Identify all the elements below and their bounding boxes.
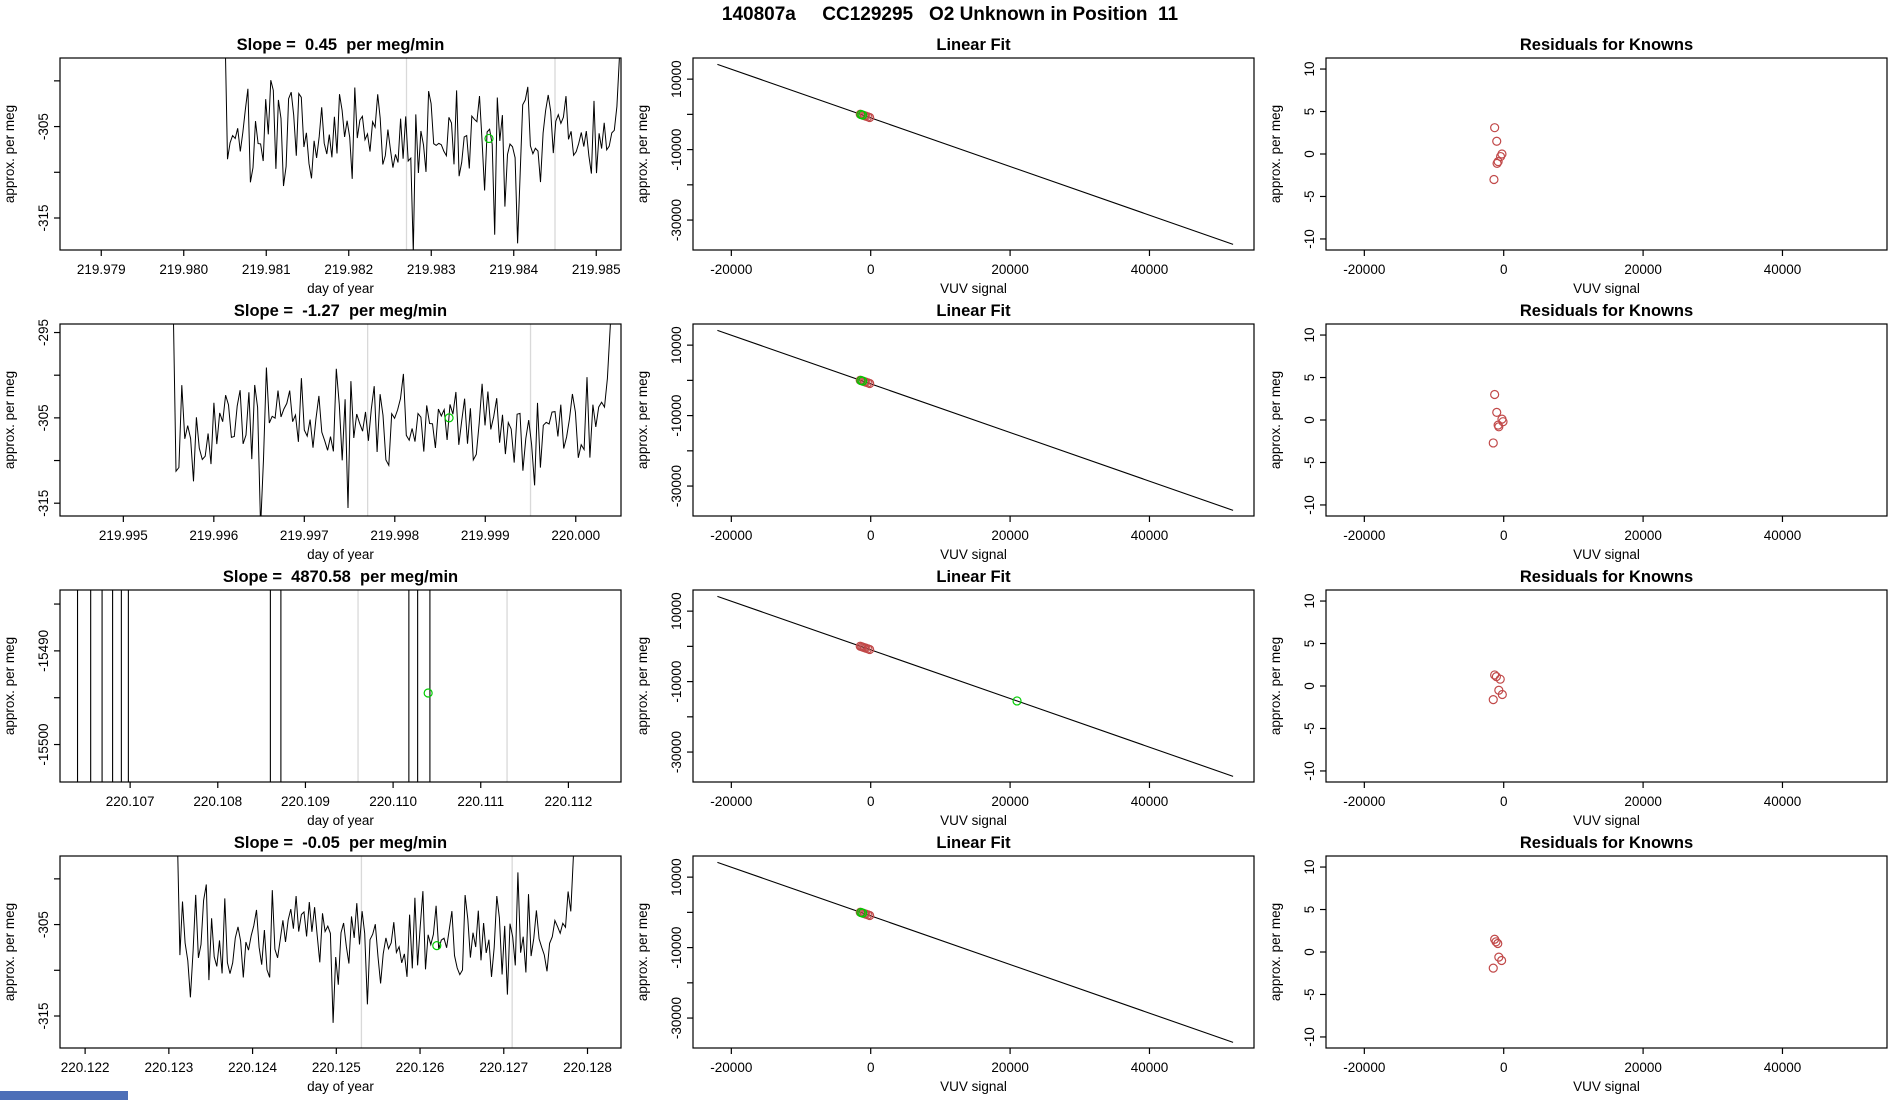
x-axis-label: day of year <box>307 1079 374 1094</box>
x-tick-label: 220.127 <box>479 1060 529 1075</box>
x-tick-label: -20000 <box>1343 1060 1386 1075</box>
y-tick-label: -5 <box>1302 456 1317 469</box>
plot-svg <box>1266 34 1899 300</box>
y-tick-label: -5 <box>1302 722 1317 735</box>
y-axis-label: approx. per meg <box>635 104 650 204</box>
chart-r2-linear-fit <box>633 300 1266 566</box>
known-point <box>1493 408 1501 416</box>
y-tick-label: 0 <box>1302 682 1317 690</box>
plot-svg <box>0 300 633 566</box>
y-axis-label: approx. per meg <box>1268 902 1283 1002</box>
x-tick-label: 220.108 <box>193 794 243 809</box>
plot-box <box>1326 590 1887 782</box>
x-tick-label: 219.982 <box>324 262 374 277</box>
x-tick-label: -20000 <box>710 262 753 277</box>
y-axis-label: approx. per meg <box>1268 370 1283 470</box>
plot-box <box>1326 856 1887 1048</box>
data-layer <box>1489 391 1507 447</box>
plot-svg <box>633 34 1266 300</box>
y-tick-label: -305 <box>36 404 51 432</box>
page-title: 140807a CC129295 O2 Unknown in Position 11 <box>721 4 1179 25</box>
x-axis-label: VUV signal <box>1573 1079 1640 1094</box>
fit-line <box>717 596 1233 776</box>
x-tick-label: 219.995 <box>98 528 148 543</box>
x-tick-label: 0 <box>1499 528 1508 543</box>
x-tick-label: 40000 <box>1130 528 1169 543</box>
x-tick-label: -20000 <box>710 1060 753 1075</box>
y-tick-label: -315 <box>36 489 51 517</box>
plots-grid <box>0 34 1900 1098</box>
x-tick-label: 220.111 <box>457 794 505 809</box>
y-tick-label: -15500 <box>36 723 51 766</box>
x-tick-label: 0 <box>1499 1060 1508 1075</box>
y-axis-label: approx. per meg <box>1268 104 1283 204</box>
x-axis-label: day of year <box>307 281 374 296</box>
y-tick-label: -5 <box>1302 988 1317 1001</box>
x-tick-label: -20000 <box>1343 528 1386 543</box>
data-layer <box>717 330 1233 510</box>
y-axis-label: approx. per meg <box>2 902 17 1002</box>
x-axis-label: VUV signal <box>940 813 1007 828</box>
x-tick-label: 220.110 <box>369 794 417 809</box>
known-point <box>1493 137 1501 145</box>
y-tick-label: 10000 <box>669 326 684 364</box>
y-tick-label: 5 <box>1302 373 1317 382</box>
x-tick-label: 20000 <box>991 262 1029 277</box>
known-point <box>1491 124 1499 132</box>
x-tick-label: 20000 <box>991 794 1029 809</box>
y-tick-label: 10000 <box>669 858 684 896</box>
x-tick-label: 220.123 <box>144 1060 194 1075</box>
y-axis-label: approx. per meg <box>635 636 650 736</box>
chart-r1-timeseries <box>0 34 633 300</box>
y-tick-label: -5 <box>1302 190 1317 203</box>
data-layer <box>717 862 1233 1042</box>
y-tick-label: 5 <box>1302 905 1317 914</box>
y-tick-label: -10 <box>1302 229 1317 249</box>
unknown-point <box>424 689 432 697</box>
y-tick-label: -10 <box>1302 761 1317 781</box>
y-tick-label: 0 <box>1302 150 1317 158</box>
plot-svg <box>0 832 633 1098</box>
x-tick-label: 20000 <box>1624 528 1662 543</box>
data-layer <box>717 64 1233 244</box>
timeseries-line <box>177 832 575 1023</box>
known-point <box>1489 696 1497 704</box>
x-tick-label: 40000 <box>1763 262 1802 277</box>
chart-r3-timeseries <box>0 566 633 832</box>
chart-title: Residuals for Knowns <box>1519 302 1694 320</box>
y-axis-label: approx. per meg <box>2 104 17 204</box>
x-axis-label: VUV signal <box>1573 281 1640 296</box>
y-tick-label: 10 <box>1302 593 1317 609</box>
chart-r4-linear-fit <box>633 832 1266 1098</box>
plot-svg <box>1266 566 1899 832</box>
data-layer <box>717 596 1233 776</box>
y-tick-label: -315 <box>36 204 51 232</box>
fit-line <box>717 64 1233 244</box>
y-tick-label: 10 <box>1302 61 1317 77</box>
chart-title: Linear Fit <box>936 834 1011 852</box>
x-tick-label: 219.980 <box>159 262 209 277</box>
y-axis-label: approx. per meg <box>635 902 650 1002</box>
chart-title: Slope = -0.05 per meg/min <box>233 834 448 852</box>
x-tick-label: 0 <box>1499 794 1508 809</box>
y-tick-label: -295 <box>36 319 51 347</box>
data-layer <box>177 832 575 1023</box>
x-tick-label: 220.112 <box>544 794 593 809</box>
y-tick-label: -30000 <box>669 731 684 774</box>
known-point <box>1490 175 1498 183</box>
x-tick-label: 220.122 <box>60 1060 110 1075</box>
chart-title: Slope = 0.45 per meg/min <box>236 36 445 54</box>
x-tick-label: 20000 <box>991 1060 1029 1075</box>
y-tick-label: -30000 <box>669 997 684 1040</box>
x-tick-label: 40000 <box>1130 794 1169 809</box>
x-tick-label: 220.125 <box>311 1060 361 1075</box>
y-tick-label: -15490 <box>36 629 51 672</box>
plot-svg <box>0 566 633 832</box>
plot-svg <box>0 34 633 300</box>
y-tick-label: -10000 <box>669 660 684 703</box>
chart-title: Linear Fit <box>936 568 1011 586</box>
timeseries-line <box>225 34 621 252</box>
x-axis-label: VUV signal <box>1573 813 1640 828</box>
data-layer <box>225 34 621 252</box>
x-axis-label: day of year <box>307 547 374 562</box>
taskbar-fragment[interactable] <box>0 1091 128 1100</box>
chart-r4-timeseries <box>0 832 633 1098</box>
x-tick-label: 20000 <box>1624 1060 1662 1075</box>
plot-box <box>1326 324 1887 516</box>
chart-r2-timeseries <box>0 300 633 566</box>
data-layer <box>1489 671 1506 704</box>
y-tick-label: -30000 <box>669 199 684 242</box>
x-tick-label: 220.107 <box>105 794 155 809</box>
y-axis-label: approx. per meg <box>1268 636 1283 736</box>
chart-r4-residuals <box>1266 832 1899 1098</box>
chart-r2-residuals <box>1266 300 1899 566</box>
x-tick-label: 220.000 <box>551 528 601 543</box>
chart-r3-linear-fit <box>633 566 1266 832</box>
x-tick-label: 0 <box>866 1060 875 1075</box>
y-axis-label: approx. per meg <box>635 370 650 470</box>
data-layer <box>78 590 433 782</box>
x-tick-label: 219.999 <box>460 528 510 543</box>
y-tick-label: -30000 <box>669 465 684 508</box>
plot-box <box>60 58 621 250</box>
x-tick-label: 0 <box>866 794 875 809</box>
x-tick-label: 40000 <box>1763 528 1802 543</box>
x-tick-label: 219.983 <box>406 262 456 277</box>
known-point <box>1492 938 1500 946</box>
x-axis-label: VUV signal <box>940 1079 1007 1094</box>
chart-r1-residuals <box>1266 34 1899 300</box>
chart-title: Residuals for Knowns <box>1519 834 1694 852</box>
x-tick-label: -20000 <box>1343 262 1386 277</box>
y-tick-label: -10000 <box>669 926 684 969</box>
x-tick-label: 220.126 <box>395 1060 445 1075</box>
data-layer <box>1490 124 1506 184</box>
timeseries-line <box>173 300 612 527</box>
x-tick-label: 0 <box>866 262 875 277</box>
chart-title: Residuals for Knowns <box>1519 568 1694 586</box>
x-tick-label: 0 <box>1499 262 1508 277</box>
y-tick-label: 5 <box>1302 639 1317 648</box>
x-tick-label: 40000 <box>1130 1060 1169 1075</box>
known-point <box>1491 671 1499 679</box>
x-tick-label: 219.981 <box>241 262 291 277</box>
x-tick-label: 219.997 <box>279 528 329 543</box>
x-tick-label: 219.984 <box>489 262 539 277</box>
x-tick-label: 219.979 <box>76 262 126 277</box>
y-tick-label: -315 <box>36 1002 51 1030</box>
y-tick-label: 0 <box>1302 948 1317 956</box>
plot-box <box>1326 58 1887 250</box>
x-tick-label: 20000 <box>991 528 1029 543</box>
y-tick-label: 10 <box>1302 327 1317 343</box>
x-tick-label: 0 <box>866 528 875 543</box>
chart-title: Residuals for Knowns <box>1519 36 1694 54</box>
y-tick-label: -10000 <box>669 128 684 171</box>
chart-title: Slope = -1.27 per meg/min <box>233 302 448 320</box>
chart-r3-residuals <box>1266 566 1899 832</box>
x-tick-label: 219.996 <box>189 528 239 543</box>
plot-svg <box>1266 300 1899 566</box>
y-tick-label: 10000 <box>669 60 684 98</box>
chart-title: Linear Fit <box>936 36 1011 54</box>
x-tick-label: -20000 <box>710 794 753 809</box>
y-tick-label: 10 <box>1302 859 1317 875</box>
x-tick-label: 219.985 <box>571 262 621 277</box>
y-tick-label: -10000 <box>669 394 684 437</box>
plot-svg <box>633 832 1266 1098</box>
y-axis-label: approx. per meg <box>2 370 17 470</box>
x-tick-label: 40000 <box>1763 1060 1802 1075</box>
y-tick-label: 10000 <box>669 592 684 630</box>
x-tick-label: 220.109 <box>281 794 330 809</box>
x-tick-label: 220.124 <box>228 1060 277 1075</box>
y-tick-label: -305 <box>36 911 51 939</box>
data-layer <box>173 300 612 527</box>
plot-svg <box>1266 832 1899 1098</box>
x-tick-label: 40000 <box>1763 794 1802 809</box>
y-tick-label: -10 <box>1302 495 1317 515</box>
plot-svg <box>633 566 1266 832</box>
fit-line <box>717 862 1233 1042</box>
x-tick-label: 20000 <box>1624 262 1662 277</box>
x-axis-label: VUV signal <box>940 281 1007 296</box>
x-tick-label: -20000 <box>1343 794 1386 809</box>
chart-r1-linear-fit <box>633 34 1266 300</box>
plot-svg <box>633 300 1266 566</box>
x-tick-label: 40000 <box>1130 262 1169 277</box>
fit-line <box>717 330 1233 510</box>
x-tick-label: 220.128 <box>563 1060 612 1075</box>
chart-title: Slope = 4870.58 per meg/min <box>222 568 459 586</box>
x-axis-label: VUV signal <box>940 547 1007 562</box>
y-tick-label: 0 <box>1302 416 1317 424</box>
y-axis-label: approx. per meg <box>2 636 17 736</box>
data-layer <box>1489 935 1505 972</box>
y-tick-label: 5 <box>1302 107 1317 116</box>
plot-box <box>60 590 621 782</box>
known-point <box>1489 439 1497 447</box>
chart-title: Linear Fit <box>936 302 1011 320</box>
x-tick-label: 219.998 <box>370 528 420 543</box>
x-tick-label: 20000 <box>1624 794 1662 809</box>
x-axis-label: day of year <box>307 813 374 828</box>
y-tick-label: -10 <box>1302 1027 1317 1047</box>
unknown-point <box>485 134 493 142</box>
known-point <box>1489 964 1497 972</box>
y-tick-label: -305 <box>36 113 51 141</box>
x-tick-label: -20000 <box>710 528 753 543</box>
known-point <box>1491 391 1499 399</box>
x-axis-label: VUV signal <box>1573 547 1640 562</box>
